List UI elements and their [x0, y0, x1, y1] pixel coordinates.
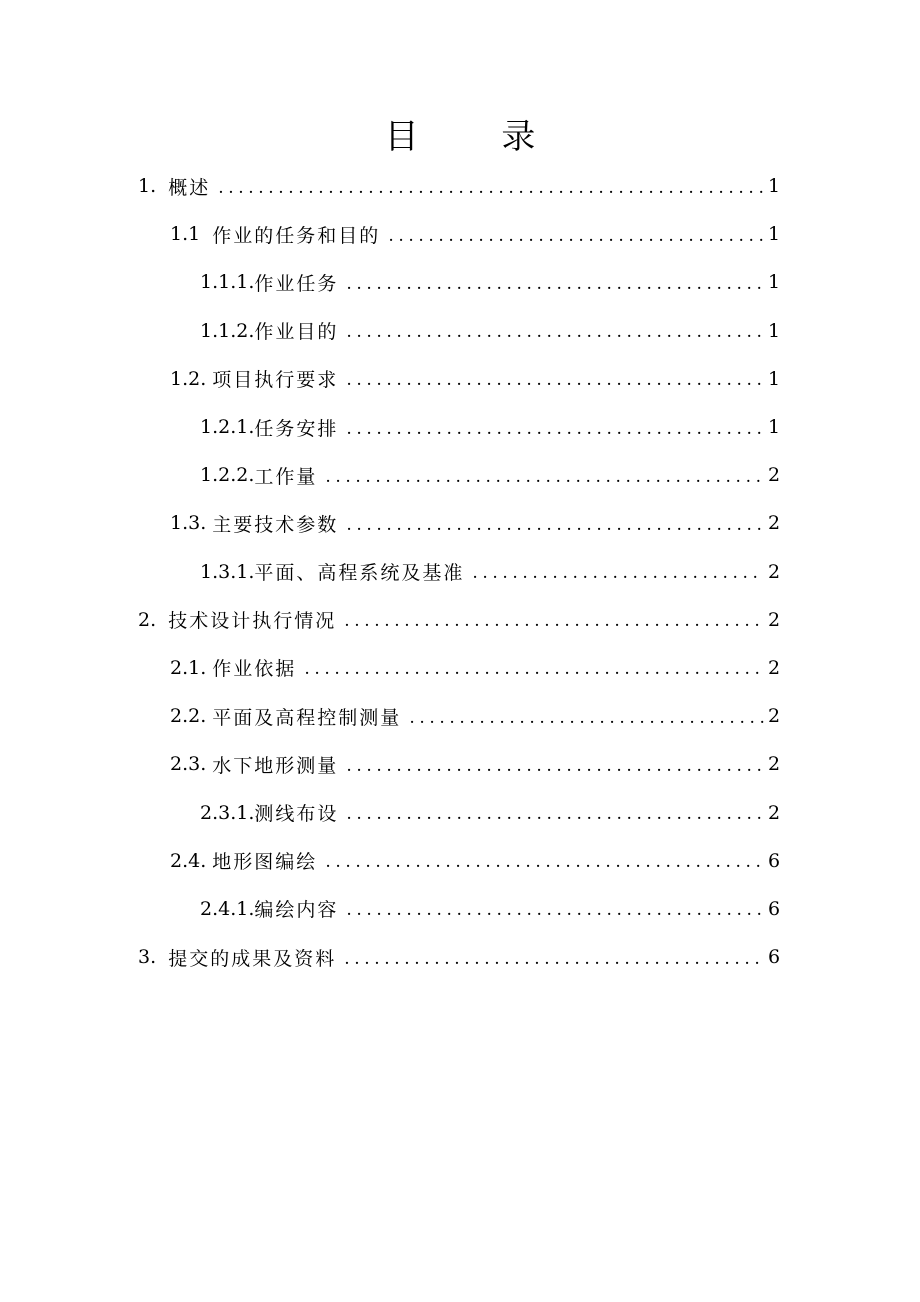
toc-entry-label: 工作量: [254, 465, 318, 488]
toc-entry-number: 2.1.: [170, 656, 213, 679]
toc-entry-label: 平面及高程控制测量: [212, 706, 402, 729]
toc-entry-page: 6: [768, 946, 781, 969]
toc-entry[interactable]: [0, 692, 920, 740]
toc-entry[interactable]: [0, 499, 920, 547]
toc-entry[interactable]: [0, 258, 920, 306]
toc-dot-leader: [346, 758, 764, 775]
toc-entry-page: 1: [768, 175, 781, 198]
toc-entry-page: 1: [768, 367, 781, 390]
toc-entry-number: 2.2.: [170, 705, 213, 728]
toc-entry-label: 提交的成果及资料: [168, 947, 337, 970]
toc-entry-page: 2: [768, 464, 781, 487]
toc-entry-page: 6: [768, 849, 781, 872]
toc-entry[interactable]: [0, 403, 920, 451]
toc-dot-leader: [346, 372, 764, 389]
toc-entry-number: 2.4.1.: [200, 897, 255, 920]
toc-entry-label: 地形图编绘: [212, 851, 318, 874]
toc-entry[interactable]: [0, 355, 920, 403]
toc-entry-label: 作业任务: [254, 272, 339, 295]
toc-entry[interactable]: [0, 210, 920, 258]
toc-dot-leader: [344, 951, 764, 968]
toc-entry-page: 2: [768, 656, 781, 679]
toc-entry[interactable]: [0, 162, 920, 210]
toc-entry-page: 1: [768, 416, 781, 439]
toc-entry-label: 作业的任务和目的: [212, 224, 381, 247]
toc-entry[interactable]: [0, 933, 920, 981]
toc-entry-page: 2: [768, 608, 781, 631]
toc-dot-leader: [472, 565, 764, 582]
toc-entry-page: 2: [768, 512, 781, 535]
toc-dot-leader: [346, 902, 764, 919]
toc-entry-number: 3.: [138, 946, 169, 969]
toc-entry-page: 2: [768, 801, 781, 824]
toc-entry-label: 项目执行要求: [212, 369, 339, 392]
toc-entry[interactable]: [0, 740, 920, 788]
toc-entry-number: 2.: [138, 608, 169, 631]
toc-entry-page: 2: [768, 705, 781, 728]
toc-entry-label: 技术设计执行情况: [168, 610, 337, 633]
toc-dot-leader: [325, 469, 764, 486]
toc-entry-number: 1.2.: [170, 367, 213, 390]
toc-entry-number: 1.1.1.: [200, 271, 255, 294]
toc-dot-leader: [325, 854, 764, 871]
toc-entry-number: 1.2.1.: [200, 416, 255, 439]
toc-entry-number: 1.1: [170, 223, 213, 246]
toc-entry-page: 2: [768, 753, 781, 776]
toc-entry-label: 平面、高程系统及基准: [254, 562, 465, 585]
toc-entry-number: 2.3.1.: [200, 801, 255, 824]
toc-entry[interactable]: [0, 644, 920, 692]
toc-entry[interactable]: [0, 885, 920, 933]
toc-entry-number: 1.: [138, 175, 169, 198]
toc-entry-number: 2.3.: [170, 753, 213, 776]
toc-entry[interactable]: [0, 788, 920, 836]
toc-entry-label: 水下地形测量: [212, 754, 339, 777]
toc-entry-label: 编绘内容: [254, 899, 339, 922]
toc-dot-leader: [346, 421, 764, 438]
toc-dot-leader: [346, 806, 764, 823]
toc-entry-number: 1.1.2.: [200, 319, 255, 342]
toc-entry-label: 任务安排: [254, 417, 339, 440]
toc-entry-number: 2.4.: [170, 849, 213, 872]
toc-entry[interactable]: [0, 548, 920, 596]
toc-entry-label: 概述: [168, 176, 211, 199]
toc-entry[interactable]: [0, 596, 920, 644]
toc-dot-leader: [344, 613, 764, 630]
toc-dot-leader: [304, 661, 764, 678]
toc-entry-page: 1: [768, 223, 781, 246]
toc-entry-label: 主要技术参数: [212, 513, 339, 536]
toc-dot-leader: [346, 276, 764, 293]
toc-entry[interactable]: [0, 307, 920, 355]
toc-entry-page: 2: [768, 560, 781, 583]
toc-entry-number: 1.2.2.: [200, 464, 255, 487]
toc-dot-leader: [346, 517, 764, 534]
toc-entry-page: 1: [768, 319, 781, 342]
toc-entry-number: 1.3.1.: [200, 560, 255, 583]
toc-entry-label: 作业依据: [212, 658, 297, 681]
toc-dot-leader: [346, 324, 764, 341]
toc-dot-leader: [388, 228, 764, 245]
toc-dot-leader: [409, 710, 764, 727]
toc-entry-label: 作业目的: [254, 321, 339, 344]
toc-entry-page: 1: [768, 271, 781, 294]
toc-entry-label: 测线布设: [254, 803, 339, 826]
table-of-contents: [0, 162, 920, 981]
toc-entry-page: 6: [768, 897, 781, 920]
toc-entry[interactable]: [0, 837, 920, 885]
toc-dot-leader: [218, 180, 764, 197]
toc-entry-number: 1.3.: [170, 512, 213, 535]
toc-entry[interactable]: [0, 451, 920, 499]
page-title: 目 录: [384, 117, 572, 157]
